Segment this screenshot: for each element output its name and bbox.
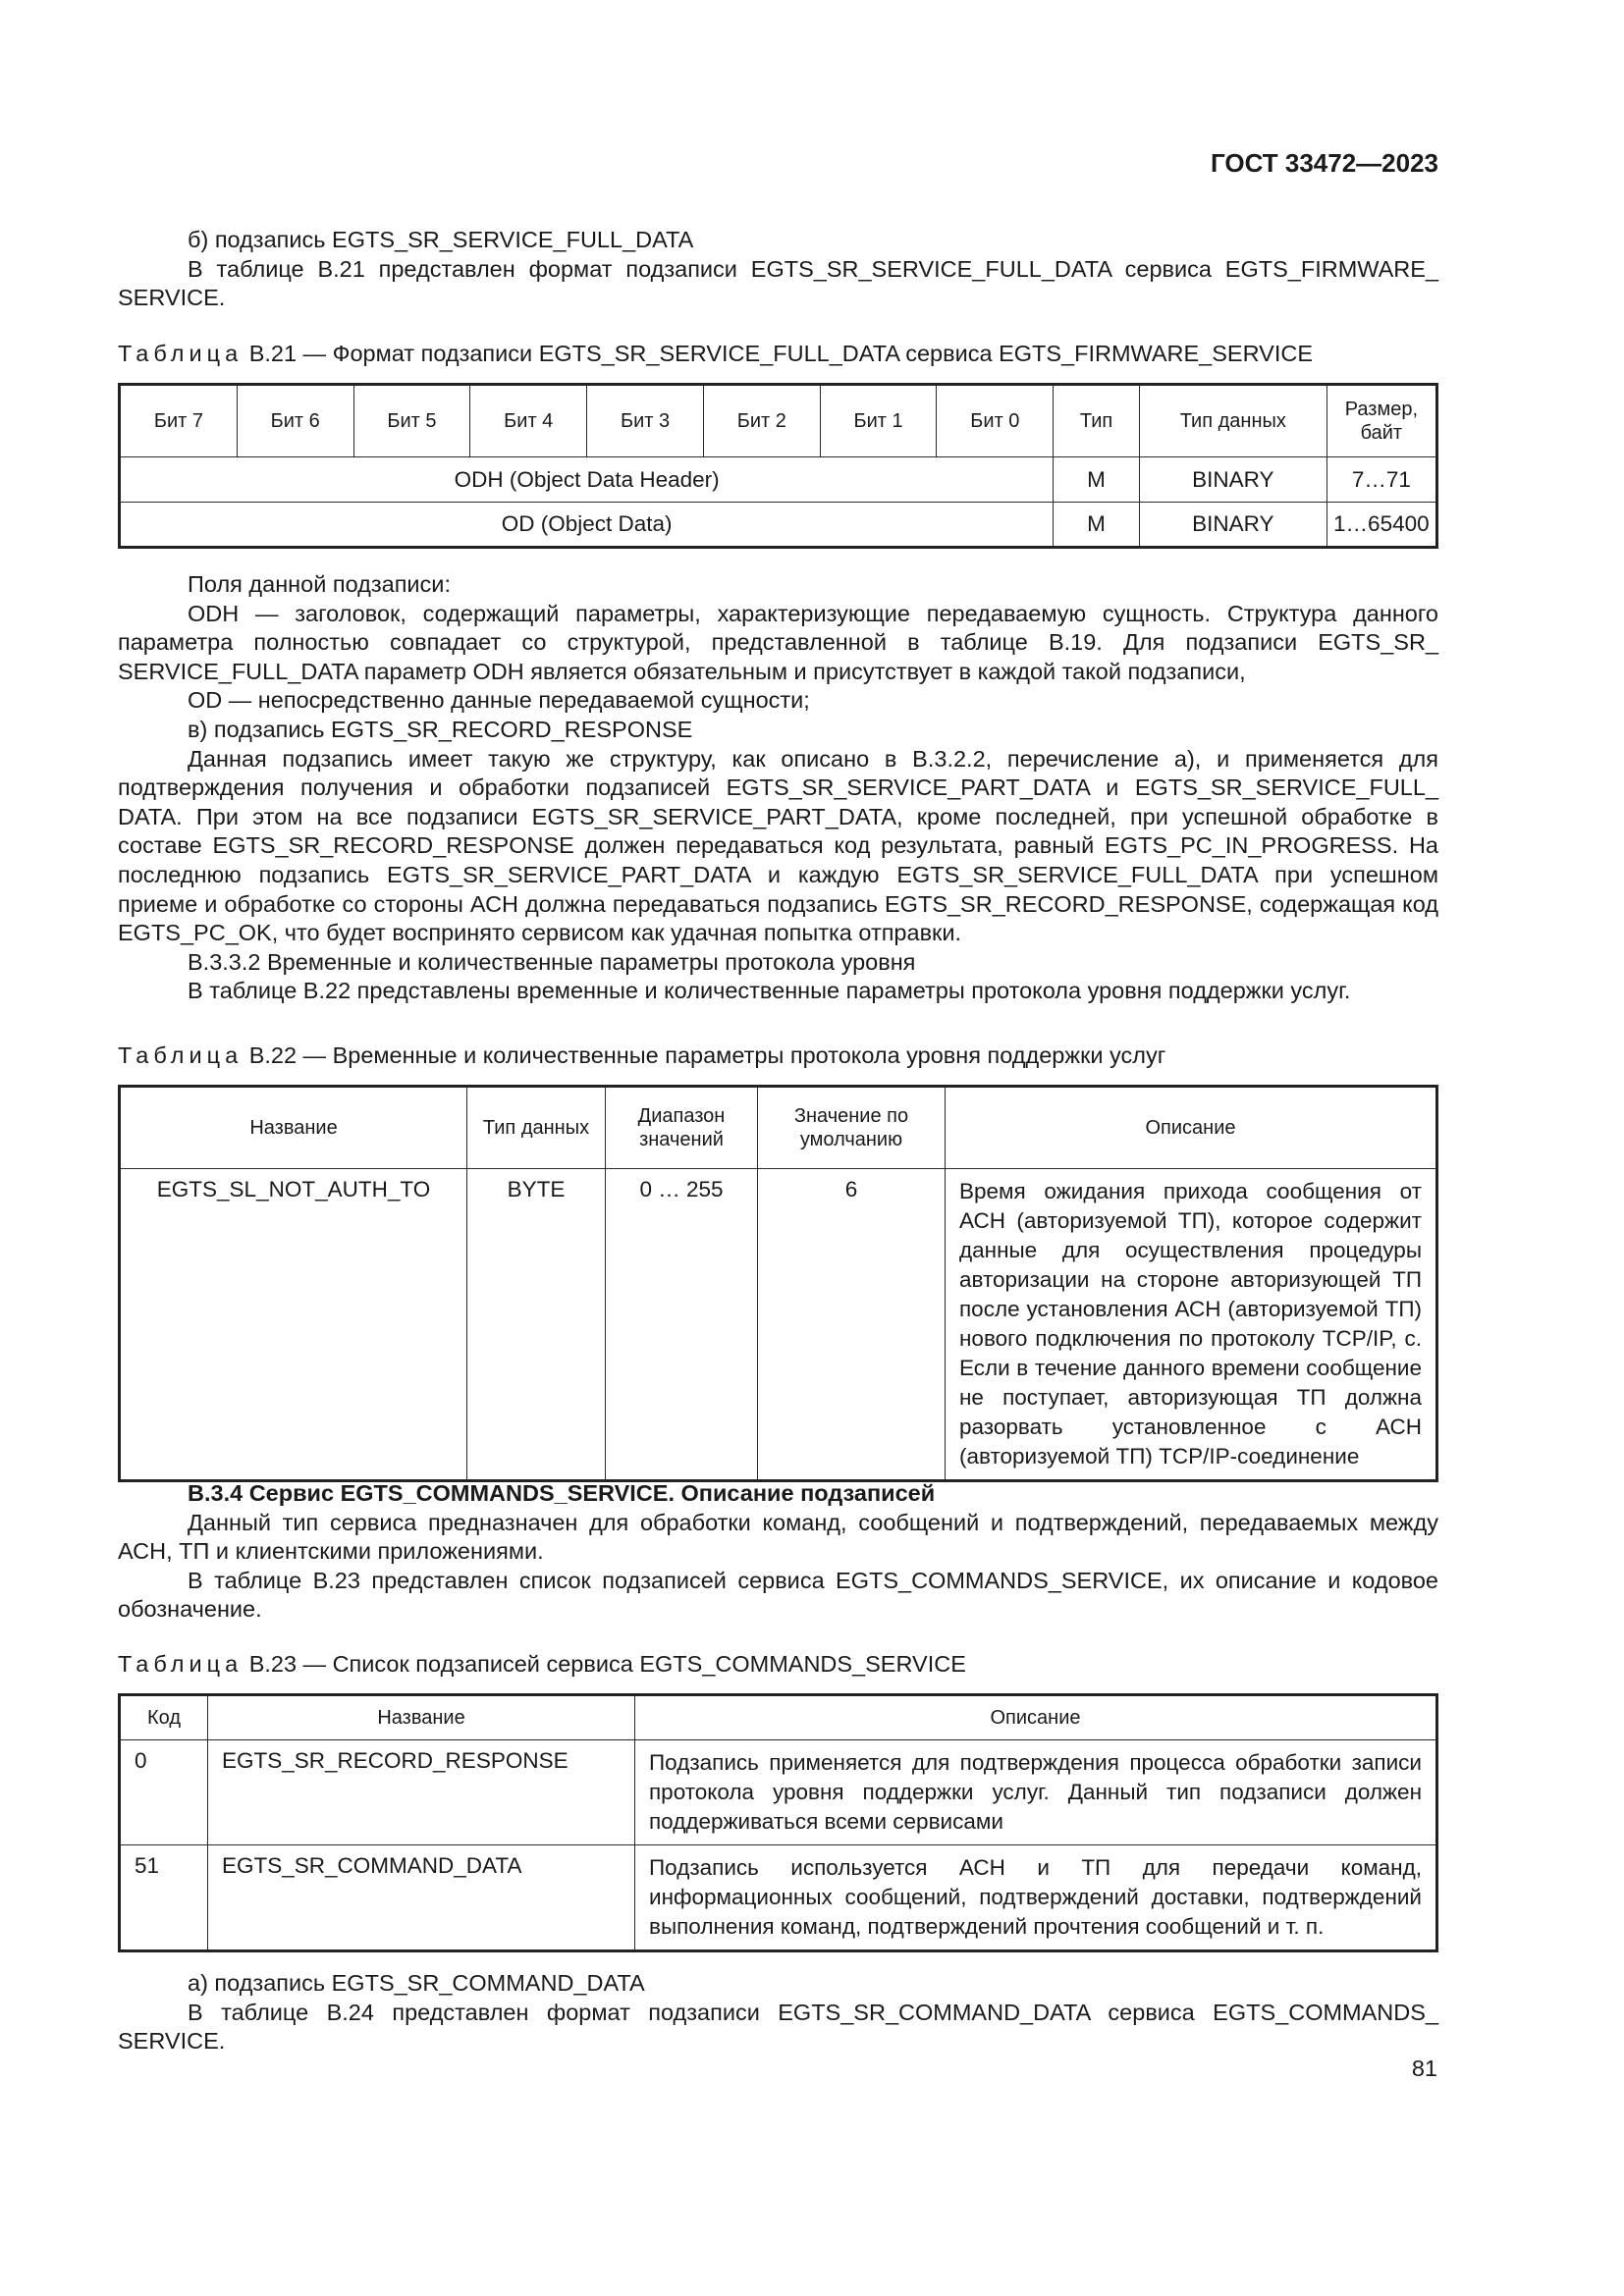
table22-caption-text: В.22 — Временные и количественные параметры протокола уровня поддержки услуг — [248, 1042, 1166, 1068]
section-heading — [118, 1479, 1438, 1509]
table21-header-cell: Бит 2 — [703, 385, 820, 457]
table23-row-description: Подзапись применяется для подтверждения процесса обработки записи протокола уровня поддержки услуг. Данный тип подзаписи должен поддерживаться всеми сервисами — [635, 1740, 1437, 1845]
table22-row-type: BYTE — [467, 1169, 606, 1481]
table23-row-code: 0 — [120, 1740, 208, 1845]
table22-header-cell: Название — [120, 1087, 467, 1169]
table22-header-cell: Значение по умолчанию — [758, 1087, 946, 1169]
section-a-title: а) подзапись EGTS_SR_COMMAND_DATA — [188, 1970, 645, 1996]
table21-header-cell: Бит 1 — [820, 385, 937, 457]
section-a-text: В таблице В.24 представлен формат подзаписи EGTS_SR_COMMAND_DATA сервиса EGTS_COMMANDS_ SERVICE. — [118, 1999, 1438, 2055]
table21-row-name: OD (Object Data) — [120, 503, 1054, 548]
table21-header-cell: Тип — [1054, 385, 1140, 457]
table21-caption — [118, 339, 1438, 368]
table23-row-code: 51 — [120, 1845, 208, 1951]
table22-row-range: 0 … 255 — [606, 1169, 758, 1481]
table23-header-cell: Описание — [635, 1695, 1437, 1740]
table23-header-row — [120, 1695, 1437, 1740]
paragraph: В таблице В.22 представлены временные и количественные параметры протокола уровня поддержки услуг. — [188, 978, 1351, 1004]
table22-row-name: EGTS_SL_NOT_AUTH_TO — [120, 1169, 467, 1481]
table21-row-type: M — [1054, 503, 1140, 548]
table23-caption — [118, 1649, 1438, 1679]
document-header: ГОСТ 33472—2023 — [1211, 148, 1438, 178]
section-b34 — [118, 1479, 1438, 1625]
table23-header-cell: Код — [120, 1695, 208, 1740]
table21-header-cell: Тип данных — [1139, 385, 1326, 457]
table23-caption-text: В.23 — Список подзаписей сервиса EGTS_COMMANDS_SERVICE — [248, 1651, 966, 1677]
table21-header-cell: Бит 5 — [353, 385, 470, 457]
section-b-text: В таблице В.21 представлен формат подзаписи EGTS_SR_SERVICE_FULL_DATA сервиса EGTS_FIRMWARE_ SERVICE. — [118, 255, 1438, 311]
table21-header-cell: Бит 4 — [470, 385, 587, 457]
table-row — [120, 1740, 1437, 1845]
table21-header-cell: Размер, байт — [1326, 385, 1436, 457]
table22 — [118, 1085, 1438, 1482]
table22-header-row — [120, 1087, 1437, 1169]
table21-row-type: M — [1054, 457, 1140, 503]
table21-header-cell: Бит 0 — [937, 385, 1054, 457]
table22-header-cell: Описание — [946, 1087, 1437, 1169]
table22-header-cell: Диапазон значений — [606, 1087, 758, 1169]
paragraph: Данный тип сервиса предназначен для обработки команд, сообщений и подтверждений, передаваемых между АСН, ТП и клиентскими приложениями. — [118, 1509, 1438, 1565]
table-row — [120, 503, 1437, 548]
table22-row-default: 6 — [758, 1169, 946, 1481]
table21-caption-text: В.21 — Формат подзаписи EGTS_SR_SERVICE_FULL_DATA сервиса EGTS_FIRMWARE_SERVICE — [248, 341, 1313, 366]
table21-row-size: 7…71 — [1326, 457, 1436, 503]
fields-section — [118, 570, 1438, 1006]
paragraph: в) подзапись EGTS_SR_RECORD_RESPONSE — [188, 716, 693, 742]
paragraph: OD — непосредственно данные передаваемой сущности; — [188, 687, 810, 714]
paragraph: ODH — заголовок, содержащий параметры, характеризующие передаваемую сущность. Структура данного параметра полностью совпадает со структурой, представленной в таблице В.19. Для подзаписи EGTS_SR_ SERVICE_FULL_DATA параметр ODH является обязательным и присутствует в каждой такой подзаписи, — [118, 600, 1438, 684]
table23-row-description: Подзапись используется АСН и ТП для передачи команд, информационных сообщений, подтверждений доставки, подтверждений выполнения команд, подтверждений прочтения сообщений и т. п. — [635, 1845, 1437, 1951]
table21-row-datatype: BINARY — [1139, 503, 1326, 548]
table21-header-cell: Бит 7 — [120, 385, 238, 457]
table22-caption-label: Таблица — [118, 1042, 244, 1068]
table23 — [118, 1693, 1438, 1952]
table-row — [120, 1169, 1437, 1481]
table21-row-name: ODH (Object Data Header) — [120, 457, 1054, 503]
table23-header-cell: Название — [208, 1695, 635, 1740]
section-b-title: б) подзапись EGTS_SR_SERVICE_FULL_DATA — [188, 227, 694, 252]
table21-header-cell: Бит 3 — [587, 385, 704, 457]
paragraph: Поля данной подзаписи: — [188, 571, 451, 597]
table-row — [120, 1845, 1437, 1951]
table21-row-datatype: BINARY — [1139, 457, 1326, 503]
table21-header-cell: Бит 6 — [237, 385, 353, 457]
table23-row-name: EGTS_SR_COMMAND_DATA — [208, 1845, 635, 1951]
table21 — [118, 383, 1438, 549]
paragraph: Данная подзапись имеет такую же структуру, как описано в В.3.2.2, перечисление а), и применяется для подтверждения получения и обработки подзаписей EGTS_SR_SERVICE_PART_DATA и EGTS_SR_SERVICE_FULL_ DATA. При этом на все подзаписи EGTS_SR_SERVICE_PART_DATA, кроме последней, при успешной обработке в составе EGTS_SR_RECORD_RESPONSE должен передаваться код результата, равный EGTS_PC_IN_PROGRESS. На последнюю подзапись EGTS_SR_SERVICE_PART_DATA и каждую EGTS_SR_SERVICE_FULL_DATA при успешном приеме и обработке со стороны АСН должна передаваться подзапись EGTS_SR_RECORD_RESPONSE, содержащая код EGTS_PC_OK, что будет воспринято сервисом как удачная попытка отправки. — [118, 745, 1438, 946]
table21-caption-label: Таблица — [118, 341, 244, 366]
page-number: 81 — [1411, 2056, 1437, 2081]
table23-caption-label: Таблица — [118, 1651, 244, 1677]
table21-header-row — [120, 385, 1437, 457]
paragraph: В таблице В.23 представлен список подзаписей сервиса EGTS_COMMANDS_SERVICE, их описание и кодовое обозначение. — [118, 1567, 1438, 1623]
table22-header-cell: Тип данных — [467, 1087, 606, 1169]
paragraph: В.3.3.2 Временные и количественные параметры протокола уровня — [188, 948, 916, 975]
table22-row-description: Время ожидания прихода сообщения от АСН (авторизуемой ТП), которое содержит данные для осуществления процедуры авторизации на стороне авторизующей ТП после установления АСН (авторизуемой ТП) нового подключения по протоколу TCP/IP, с. Если в течение данного времени сообщение не поступает, авторизующая ТП должна разорвать установленное с АСН (авторизуемой ТП) TCP/IP-соединение — [946, 1169, 1437, 1481]
section-b34-heading: В.3.4 Сервис EGTS_COMMANDS_SERVICE. Описание подзаписей — [188, 1480, 936, 1506]
table22-caption — [118, 1041, 1438, 1070]
section-b — [118, 226, 1438, 313]
table-row — [120, 457, 1437, 503]
section-a — [118, 1969, 1438, 2056]
table21-row-size: 1…65400 — [1326, 503, 1436, 548]
table23-row-name: EGTS_SR_RECORD_RESPONSE — [208, 1740, 635, 1845]
